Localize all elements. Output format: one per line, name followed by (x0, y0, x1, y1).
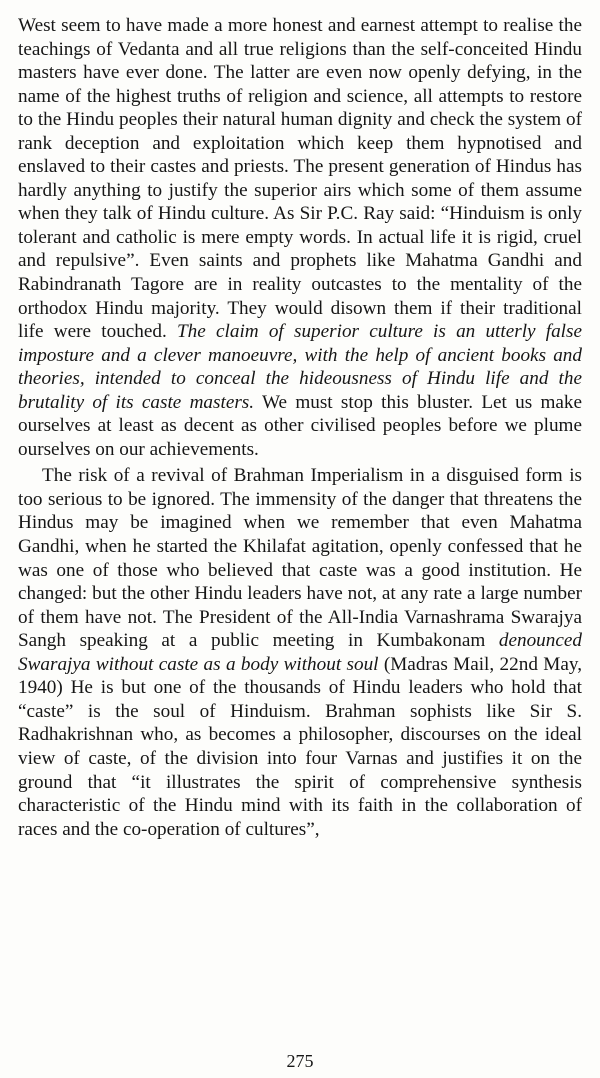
paragraph-1-italic-quote: The claim of superior culture is an utterly false imposture and a clever manoeuvre, with the help of ancient books and theories, intended to conceal the hideousness of Hindu life and the brutality of its caste masters. (18, 321, 582, 413)
paragraph-1-text-1: West seem to have made a more honest and earnest attempt to realise the teachings of Vedanta and all true religions than the self-conceited Hindu masters have ever done. The latter are even now openly defying, in the name of the highest truths of religion and science, all attempts to restore to the Hindu peoples their natural human dignity and check the system of rank deception and exploitation which keep them hypnotised and enslaved to their castes and priests. The present generation of Hindus has hardly anything to justify the superior airs which some of them assume when they talk of Hindu culture. As Sir P.C. Ray said: “Hinduism is only tolerant and catholic is mere empty words. In actual life it is rigid, cruel and repulsive”. Even saints and prophets like Mahatma Gandhi and Rabindranath Tagore are in reality outcastes to the mentality of the orthodox Hindu majority. They would disown them if their traditional life were touched. (18, 15, 582, 343)
paragraph-2-text-1: The risk of a revival of Brahman Imperialism in a disguised form is too serious to be ignored. The immensity of the danger that threatens the Hindus may be imagined when we remember that even Mahatma Gandhi, when he started the Khilafat agitation, openly confessed that he was one of those who believed that caste was a good institution. He changed: but the other Hindu leaders have not, at any rate a large number of them have not. The President of the All-India Varnashrama Swarajya Sangh speaking at a public meeting in Kumbakonam (18, 465, 582, 652)
book-page (18, 14, 583, 1071)
paragraph-1-text-2: We must stop this bluster. Let us make ourselves at least as decent as other civilised peoples before we plume ourselves on our achievements. (18, 391, 583, 460)
paragraph-2-text-2: (Madras Mail, 22nd May, 1940) He is but one of the thousands of Hindu leaders who hold that “caste” is the soul of Hinduism. Brahman sophists like Sir S. Radhakrishnan who, as becomes a philosopher, discourses on the ideal view of caste, of the division into four Varnas and justifies it on the ground that “it illustrates the spirit of comprehensive synthesis characteristic of the Hindu mind with its faith in the collaboration of races and the co-operation of cultures”, (18, 653, 582, 840)
page-body (18, 14, 582, 841)
paragraph-2 (18, 464, 582, 841)
paragraph-2-italic-quote: denounced Swarajya without caste as a body without soul (18, 630, 582, 675)
page-number: 275 (286, 1051, 314, 1071)
paragraph-1 (18, 14, 582, 461)
